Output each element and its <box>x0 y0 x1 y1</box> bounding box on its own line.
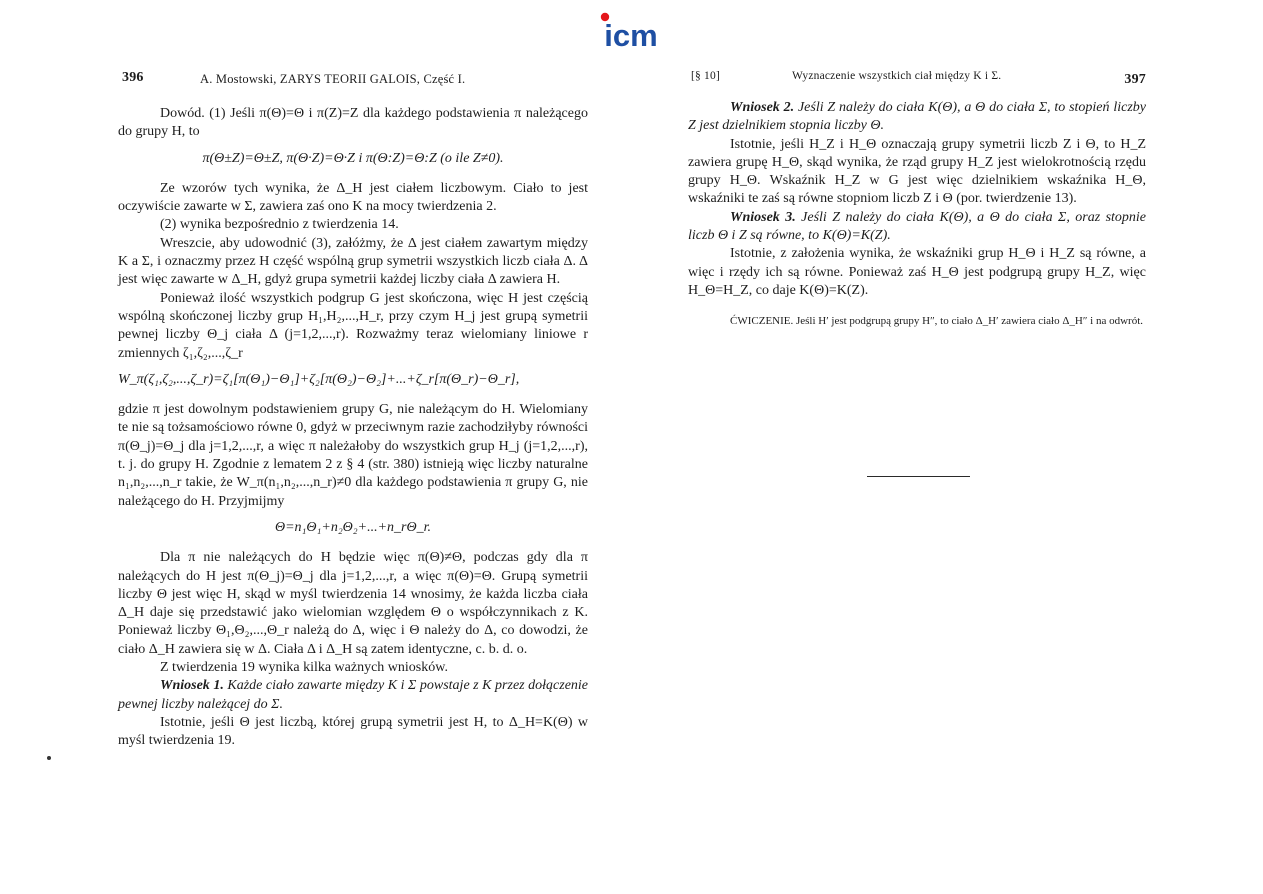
corollary-3 <box>688 209 1146 246</box>
corollary-3-text: Jeśli Z należy do ciała K(Θ), a Θ do ciała Σ, oraz stopnie liczb Θ i Z są równe, to K(Θ)=K(Z). <box>688 209 1147 244</box>
end-rule <box>867 476 970 477</box>
right-page-number: 397 <box>1124 72 1146 87</box>
right-page-header <box>688 70 1146 90</box>
left-page-number: 396 <box>122 70 144 85</box>
corollary-2 <box>688 99 1146 136</box>
equation-2: W_π(ζ₁,ζ₂,...,ζ_r)=ζ₁[π(Θ₁)−Θ₁]+ζ₂[π(Θ₂)−Θ₂]+...+ζ_r[π(Θ_r)−Θ_r], <box>118 371 520 387</box>
right-running-head: Wyznaczenie wszystkich ciał między K i Σ. <box>792 70 1002 82</box>
corollary-2-title: Wniosek 2. <box>730 100 795 115</box>
proof-paragraph-2: Ze wzorów tych wynika, że Δ_H jest ciałem liczbowym. Ciało to jest oczywiście zawarte w Σ, zawiera zaś ono K na mocy twierdzenia 2. <box>118 180 588 215</box>
exercise: ĆWICZENIE. Jeśli H′ jest podgrupą grupy H″, to ciało Δ_H′ zawiera ciało Δ_H″ i na odwrót. <box>730 315 1144 328</box>
left-page-header <box>118 70 588 90</box>
proof-paragraph-6: gdzie π jest dowolnym podstawieniem grupy G, nie należącym do H. Wielomiany te nie są tożsamościowo równe 0, gdyż w przeciwnym razie zachodziłyby równości π(Θ_j)=Θ_j dla j=1,2,...,r, a więc π należałoby do wszystkich grup H_j (j=1,2,...,r), t. j. do grupy H. Zgodnie z lematem 2 z § 4 (str. 380) istnieją więc liczby naturalne n₁,n₂,...,n_r takie, że W_π(n₁,n₂,...,n_r)≠0 dla każdego podstawienia π grupy G, nie należącego do H. Przyjmijmy <box>118 402 588 509</box>
proof-paragraph-4: Wreszcie, aby udowodnić (3), załóżmy, że Δ jest ciałem zawartym między K a Σ, i oznaczmy przez H część wspólną grup symetrii wszystkich liczb ciała Δ. Δ jest więc zawarte w Δ_H, gdyż grupa symetrii każdej liczby ciała Δ zawiera H. <box>118 235 588 288</box>
right-page <box>688 70 1146 329</box>
equation-1: π(Θ±Z)=Θ±Z, π(Θ·Z)=Θ·Z i π(Θ:Z)=Θ:Z (o ile Z≠0). <box>202 150 504 166</box>
corollary-1-title: Wniosek 1. <box>160 678 224 694</box>
proof-paragraph-8: Z twierdzenia 19 wynika kilka ważnych wniosków. <box>160 660 448 676</box>
corollary-3-title: Wniosek 3. <box>730 209 796 225</box>
section-marker: [§ 10] <box>691 70 720 82</box>
proof-paragraph-9: Istotnie, jeśli Θ jest liczbą, której grupą symetrii jest H, to Δ_H=K(Θ) w myśl twierdzenia 19. <box>118 714 588 749</box>
logo-text: icm <box>604 18 658 50</box>
proof-paragraph-7: Dla π nie należących do H będzie więc π(Θ)≠Θ, podczas gdy dla π należących do H jest π(Θ_j)=Θ_j dla j=1,2,...,r, a więc π(Θ)=Θ. Grupą symetrii liczby Θ jest więc H, skąd w myśl twierdzenia 14 wnosimy, że każda liczba ciała Δ_H daje się przedstawić jako wielomian względem Θ o współczynnikach z K. Ponieważ liczby Θ₁,Θ₂,...,Θ_r należą do Δ, więc i Θ należy do Δ, co dowodzi, że ciało Δ_H zawiera się w Δ. Ciała Δ i Δ_H są zatem identyczne, c. b. d. o. <box>118 550 588 657</box>
left-running-head: A. Mostowski, ZARYS TEORII GALOIS, Część I. <box>200 72 466 86</box>
proof-paragraph-5: Ponieważ ilość wszystkich podgrup G jest skończona, więc H jest częścią wspólną skończonej liczby grup H₁,H₂,...,H_r, przy czym H_j jest grupą symetrii pewnej liczby Θ_j ciała Δ (j=1,2,...,r). Rozważmy teraz wielomiany liniowe r zmiennych ζ₁,ζ₂,...,ζ_r <box>118 290 588 361</box>
left-page <box>118 70 588 751</box>
corollary-1-text: Każde ciało zawarte między K i Σ powstaje z K przez dołączenie pewnej liczby należącej do Σ. <box>118 678 589 712</box>
proof-paragraph-1: Dowód. (1) Jeśli π(Θ)=Θ i π(Z)=Z dla każdego podstawienia π należącego do grupy H, to <box>118 106 588 140</box>
corollary-2-text: Jeśli Z należy do ciała K(Θ), a Θ do ciała Σ, to stopień liczby Z jest dzielnikiem stopnia liczby Θ. <box>688 100 1146 134</box>
right-paragraph-2: Istotnie, z założenia wynika, że wskaźniki grup H_Θ i H_Z są równe, a więc i rzędy ich są równe. Ponieważ zaś H_Θ jest podgrupą grupy H_Z, więc H_Θ=H_Z, co daje K(Θ)=K(Z). <box>688 246 1146 298</box>
corollary-1 <box>118 677 588 714</box>
right-paragraph-1: Istotnie, jeśli H_Z i H_Θ oznaczają grupy symetrii liczb Z i Θ, to H_Z zawiera grupę H_Θ, skąd wynika, że rząd grupy H_Z jest wielokrotnością rzędu grupy H_Θ. Wskaźnik H_Z w G jest więc dzielnikiem wskaźnika H_Θ, wskaźniki te zaś są równe stopniom liczb Z i Θ (por. twierdzenie 13). <box>688 136 1146 207</box>
scan-speck <box>47 756 51 760</box>
icm-logo <box>597 10 665 50</box>
equation-3: Θ=n₁Θ₁+n₂Θ₂+...+n_rΘ_r. <box>274 519 432 535</box>
proof-paragraph-3: (2) wynika bezpośrednio z twierdzenia 14. <box>160 217 399 233</box>
